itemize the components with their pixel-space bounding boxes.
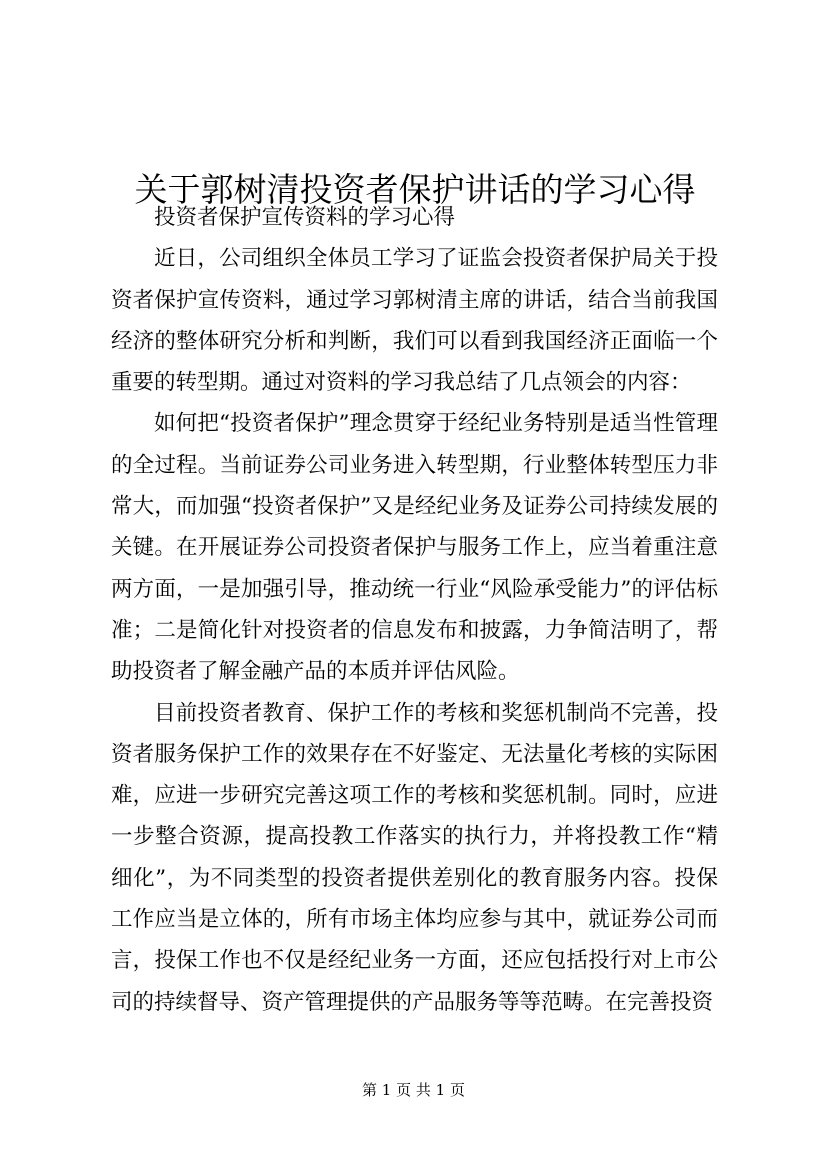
subtitle-paragraph: 投资者保护宣传资料的学习心得	[154, 205, 456, 230]
body-paragraph: 目前投资者教育、保护工作的考核和奖惩机制尚不完善，投资者服务保护工作的效果存在不好鉴定、无法量化考核的实际困难，应进一步研究完善这项工作的考核和奖惩机制。同时，应进一步整合资源，提高投教工作落实的执行力，并将投教工作“精细化”，为不同类型的投资者提供差别化的教育服务内容。投保工作应当是立体的，所有市场主体均应参与其中，就证券公司而言，投保工作也不仅是经纪业务一方面，还应包括投行对上市公司的持续督导、资产管理提供的产品服务等等范畴。在完善投资	[111, 700, 718, 1015]
body-paragraph: 如何把“投资者保护”理念贯穿于经纪业务特别是适当性管理的全过程。当前证券公司业务进入转型期，行业整体转型压力非常大，而加强“投资者保护”又是经纪业务及证券公司持续发展的关键。在开展证券公司投资者保护与服务工作上，应当着重注意两方面，一是加强引导，推动统一行业“风险承受能力”的评估标准；二是简化针对投资者的信息发布和披露，力争简洁明了，帮助投资者了解金融产品的本质并评估风险。	[111, 411, 718, 685]
body-paragraph: 近日，公司组织全体员工学习了证监会投资者保护局关于投资者保护宣传资料，通过学习郭树清主席的讲话，结合当前我国经济的整体研究分析和判断，我们可以看到我国经济正面临一个重要的转型期。通过对资料的学习我总结了几点领会的内容：	[111, 246, 718, 396]
document-title: 关于郭树清投资者保护讲话的学习心得	[134, 170, 696, 210]
document-body	[111, 197, 718, 1023]
page-number-footer: 第 1 页 共 1 页	[362, 1081, 465, 1099]
